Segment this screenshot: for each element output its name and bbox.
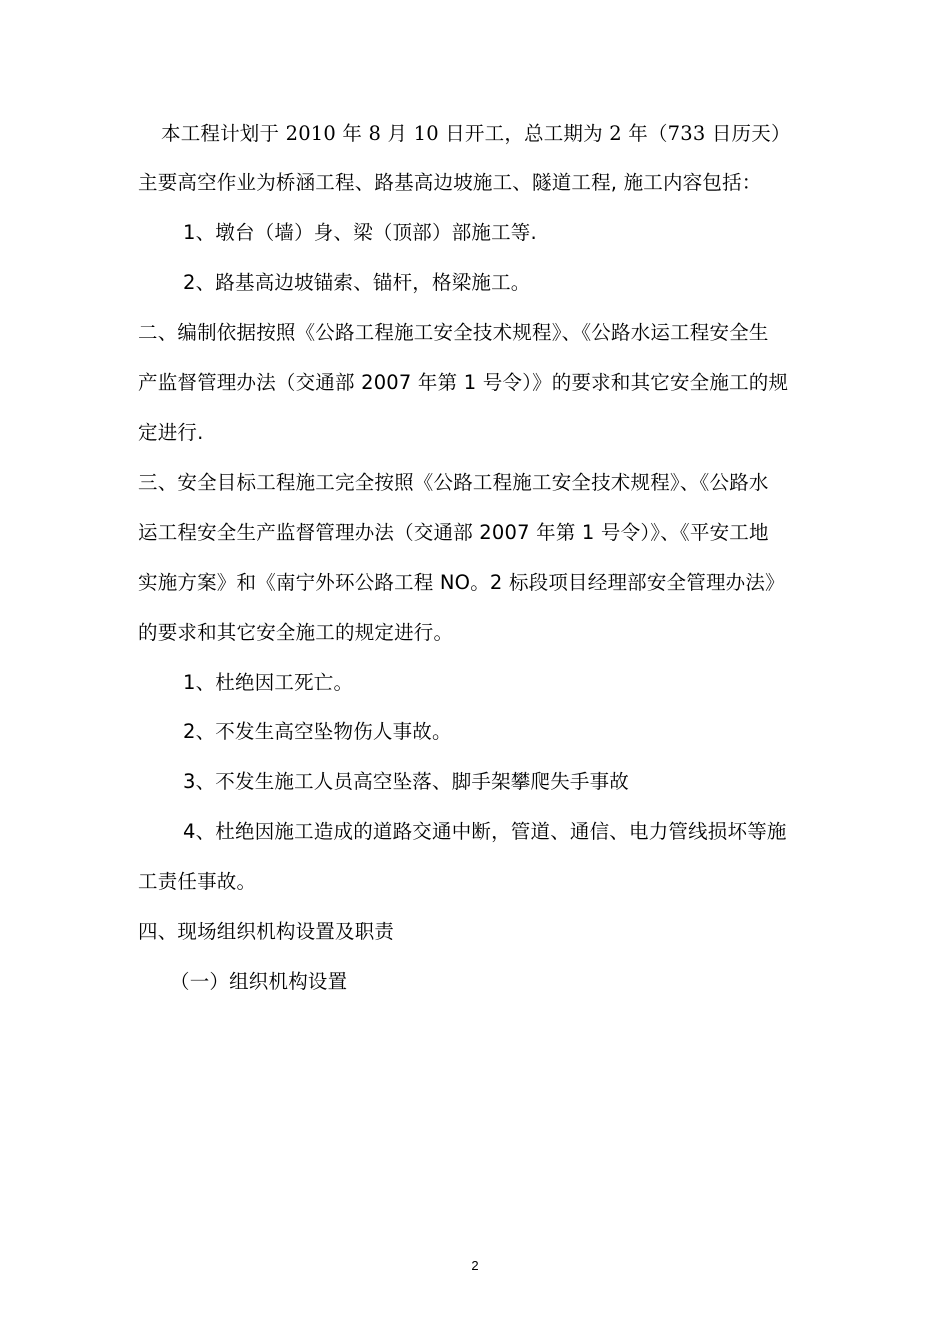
list-item: 3、不发生施工人员高空坠落、脚手架攀爬失手事故 [183,770,630,793]
paragraph-line-intro: 本工程计划于 2010 年 8 月 10 日开工，总工期为 2 年（733 日历天） [161,122,791,145]
list-item: 4、杜绝因施工造成的道路交通中断，管道、通信、电力管线损坏等施 [183,820,787,843]
list-item: 1、墩台（墙）身、梁（顶部）部施工等. [183,221,537,244]
list-item: 1、杜绝因工死亡。 [183,671,354,694]
paragraph-line: 实施方案》和《南宁外环公路工程 NO。2 标段项目经理部安全管理办法》 [138,571,785,594]
section-heading-safety-goals: 三、安全目标工程施工完全按照《公路工程施工安全技术规程》、《公路水 [138,471,769,494]
paragraph-line: 主要高空作业为桥涵工程、路基高边坡施工、隧道工程, 施工内容包括： [138,171,762,194]
list-item: 2、路基高边坡锚索、锚杆，格梁施工。 [183,271,531,294]
list-item: 2、不发生高空坠物伤人事故。 [183,720,452,743]
paragraph-line: 定进行. [138,421,204,444]
paragraph-line: 的要求和其它安全施工的规定进行。 [138,621,454,644]
page-number: 2 [471,1258,479,1273]
paragraph-line: 产监督管理办法（交通部 2007 年第 1 号令）》的要求和其它安全施工的规 [138,371,789,394]
subsection-heading: （一）组织机构设置 [170,970,348,993]
paragraph-line: 工责任事故。 [138,870,257,893]
section-heading-basis: 二、编制依据按照《公路工程施工安全技术规程》、《公路水运工程安全生 [138,321,769,344]
section-heading-organization: 四、现场组织机构设置及职责 [138,920,395,943]
paragraph-line: 运工程安全生产监督管理办法（交通部 2007 年第 1 号令）》、《平安工地 [138,521,769,544]
